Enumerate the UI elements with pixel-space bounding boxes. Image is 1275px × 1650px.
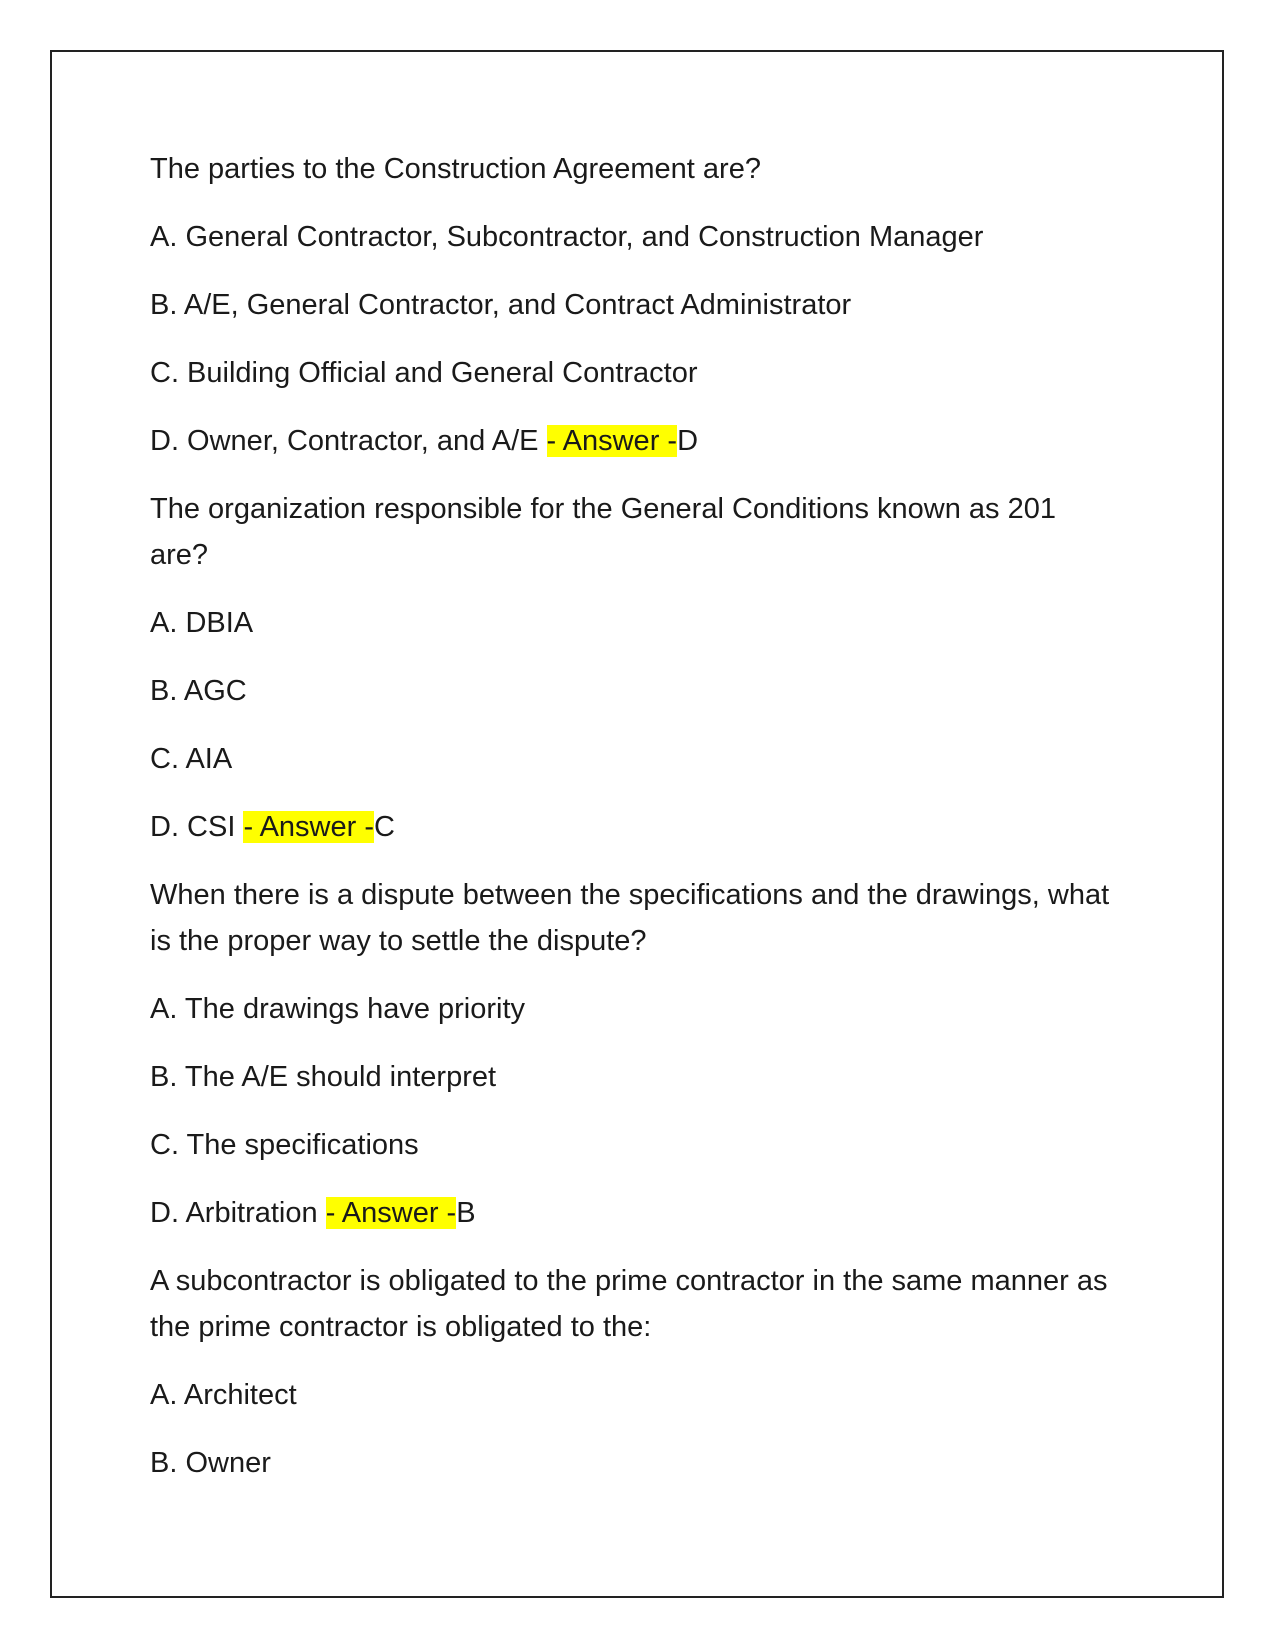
option-4a: A. Architect (150, 1379, 297, 1411)
document-body (150, 146, 1110, 1508)
question-3: When there is a dispute between the specifications and the drawings, what is the proper way to settle the dispute? (150, 879, 1110, 957)
answer-label-highlight: - Answer - (325, 1197, 457, 1229)
option-2a: A. DBIA (150, 607, 254, 639)
option-1c: C. Building Official and General Contractor (150, 357, 698, 389)
option-3b: B. The A/E should interpret (150, 1061, 497, 1093)
option-4b: B. Owner (150, 1447, 271, 1479)
answer-value: D (677, 425, 699, 457)
answer-label-highlight: - Answer - (546, 425, 678, 457)
question-1: The parties to the Construction Agreement are? (150, 153, 761, 185)
option-1b: B. A/E, General Contractor, and Contract Administrator (150, 289, 852, 321)
question-4: A subcontractor is obligated to the prime contractor in the same manner as the prime contractor is obligated to the: (150, 1265, 1108, 1343)
option-2d: D. CSI (150, 811, 244, 843)
answer-value: C (374, 811, 395, 843)
option-3d: D. Arbitration (150, 1197, 326, 1229)
option-1d-row (150, 418, 1110, 464)
question-2: The organization responsible for the General Conditions known as 201 are? (150, 493, 1056, 571)
option-2b: B. AGC (150, 675, 247, 707)
option-1a: A. General Contractor, Subcontractor, and Construction Manager (150, 221, 984, 253)
option-3a: A. The drawings have priority (150, 993, 526, 1025)
option-3c: C. The specifications (150, 1129, 419, 1161)
option-2d-row (150, 804, 1110, 850)
option-2c: C. AIA (150, 743, 233, 775)
answer-value: B (456, 1197, 476, 1229)
option-1d: D. Owner, Contractor, and A/E (150, 425, 547, 457)
option-3d-row (150, 1190, 1110, 1236)
answer-label-highlight: - Answer - (243, 811, 374, 843)
